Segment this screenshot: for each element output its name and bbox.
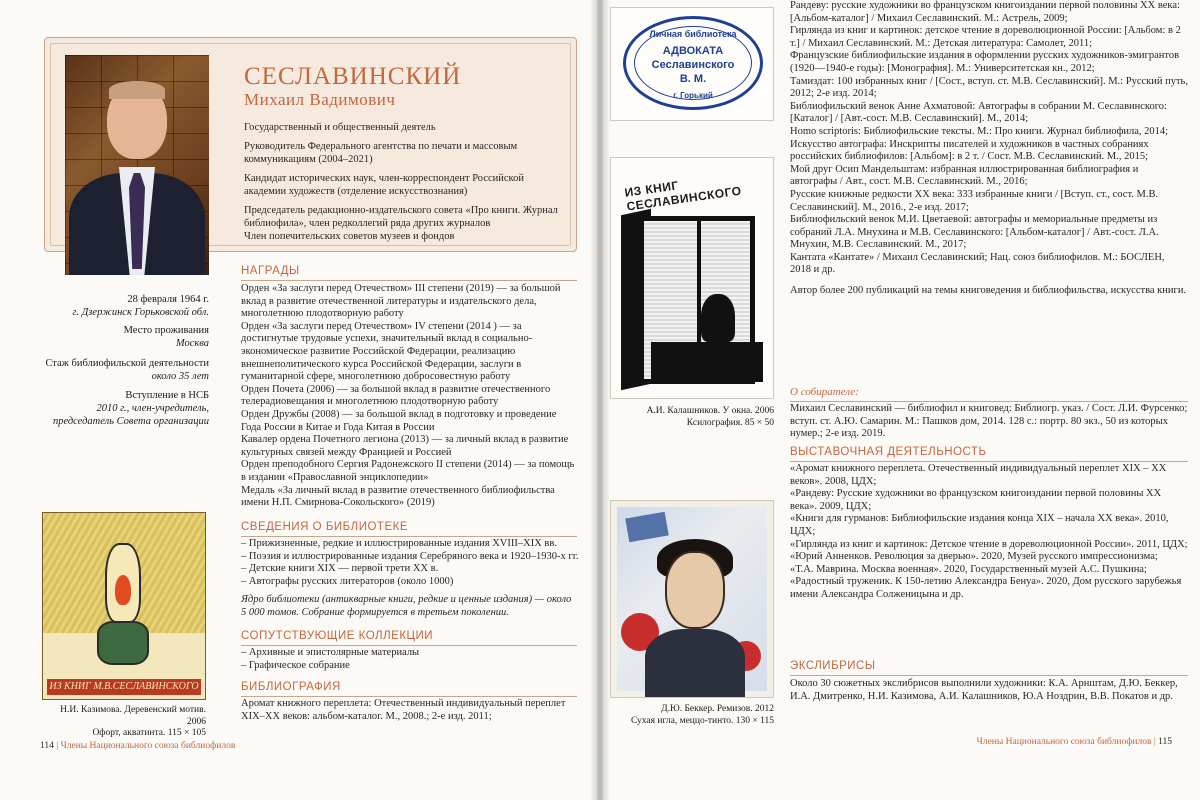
stamp-text: г. Горький: [673, 91, 713, 100]
birth-place: г. Дзержинск Горьковской обл.: [72, 307, 209, 318]
collector-title: О собирателе:: [790, 386, 859, 398]
exhibitions-list: [790, 463, 1188, 602]
exhibition-item: «Т.А. Маврина. Москва военная». 2020, Государственный музей А.С. Пушкина;: [790, 563, 1147, 575]
exhibition-item: «Юрий Анненков. Революция за дверью». 2020, Музей русского импрессионизма;: [790, 551, 1158, 563]
left-page: [0, 0, 597, 800]
exhibition-item: «Гирлянда из книг и картинок: Детское чтение в дореволюционной России». 2011, ЦДХ;: [790, 538, 1188, 550]
bibliography-item: Мой друг Осип Мандельштам: избранная иллюстрированная библиография и автографы / Авт., сост. М.В. Сеславинский. М., 2016;: [790, 163, 1139, 188]
collector-text: Михаил Сеславинский — библиофил и книговед: Библиогр. указ. / Сост. Л.И. Фурсенко; вступ. ст. А.Ю. Самарин. М.: Пашков дом, 2014. 128 с.: портр. 80 экз., 50 из которых нумер.; 2-е изд. 2019.: [790, 403, 1188, 440]
header-line: Член попечительских советов музеев и фондов: [244, 231, 455, 242]
library-item: – Поэзия и иллюстрированные издания Серебряного века и 1920–1930-х гг.: [241, 551, 579, 564]
section-divider: [241, 645, 577, 646]
residence-value: Москва: [175, 338, 209, 349]
author-note: Автор более 200 публикаций на темы книговедения и библиофильства, искусства книги.: [790, 285, 1187, 297]
library-item: – Автографы русских литераторов (около 1000): [241, 576, 579, 589]
collection-item: – Архивные и эпистолярные материалы: [241, 647, 579, 660]
exhibitions-title: ВЫСТАВОЧНАЯ ДЕЯТЕЛЬНОСТЬ: [790, 446, 987, 458]
section-divider: [241, 696, 577, 697]
bibliography-item: Французские библиофильские издания в оформлении русских художников-эмигрантов (1920—1940-е годы): [Монография]. М.: Университетская кн., 2012;: [790, 50, 1180, 74]
collection-item: – Графическое собрание: [241, 660, 579, 673]
bibliography-item: Гирлянда из книг и картинок: детское чтение в дореволюционной России: [Альбом: в 2 т.] / Михаил Сеславинский. М.: Детская литература: Самолет, 2011;: [790, 25, 1181, 49]
footer-right: Члены Национального союза библиофилов | 115: [976, 737, 1172, 747]
section-divider: [790, 401, 1188, 402]
nsb-value: 2010 г., член-учредитель, председатель Совета организации: [52, 403, 209, 427]
exhibition-item: «Радостный труженик. К 150-летию Александра Бенуа». 2020, Дом русского зарубежья имени Александра Солженицына и др.: [790, 576, 1182, 600]
section-divider: [241, 280, 577, 281]
exlibris-kalashnikov-image: [610, 157, 774, 399]
library-item: – Детские книги XIX — первой трети XX в.: [241, 563, 579, 576]
footer-left: 114 | Члены Национального союза библиофилов: [40, 741, 236, 751]
residence-label: Место проживания: [123, 325, 209, 336]
library-item: – Прижизненные, редкие и иллюстрированные издания XVIII–XIX вв.: [241, 538, 579, 551]
experience-label: Стаж библиофильской деятельности: [45, 358, 209, 369]
image-caption: [42, 705, 206, 740]
collections-title: СОПУТСТВУЮЩИЕ КОЛЛЕКЦИИ: [241, 630, 434, 642]
bibliography-item: Библиофильский венок М.И. Цветаевой: автографы и мемориальные предметы из собраний Л.А. Мнухина и М.В. Сеславинского: [Альбом-каталог] / Авт.-сост. Л.А. Мнухин, М.В. Сеславинский. М., 2017;: [790, 214, 1159, 251]
nsb-info: [39, 389, 209, 428]
library-stamp-image: [610, 7, 774, 121]
collections-list: [241, 647, 579, 672]
header-line: Руководитель Федерального агентства по печати и массовым коммуникациям (2004–2021): [244, 141, 518, 165]
exlibris-kazimova-image: [42, 512, 206, 700]
section-divider: [790, 675, 1188, 676]
bibliography-list: [790, 0, 1188, 298]
right-page: [603, 0, 1200, 800]
exhibition-item: «Книги для гурманов: Библиофильские издания конца XIX – начала XX века». 2010, ЦДХ;: [790, 513, 1169, 537]
book-spine-shadow: [590, 0, 610, 800]
bibliography-item: Аромат книжного переплета: Отечественный индивидуальный переплет XIX–XX веков: альбом-каталог. М., 2008.; 2-е изд. 2011;: [241, 698, 566, 722]
bibliography-item: Рандеву: русские художники во французском книгоиздании первой половины XX века: [Альбом-каталог] / Михаил Сеславинский. М.: Астрель, 2009;: [790, 0, 1180, 24]
stamp-text: Сеславинского: [651, 59, 735, 71]
stamp-text: Личная библиотека: [649, 29, 737, 39]
caption-line: Д.Ю. Беккер. Ремизов. 2012: [661, 704, 774, 714]
stamp-text: В. М.: [679, 73, 707, 85]
caption-line: А.И. Калашников. У окна. 2006: [646, 406, 774, 416]
exlibris-banner: ИЗ КНИГ М.В.СЕСЛАВИНСКОГО: [47, 679, 201, 695]
section-divider: [241, 536, 577, 537]
bibliography-item: Искусство автографа: Инскрипты писателей и художников в частных собраниях российских библиофилов: [Альбом]: в 2 т. / Сост. М.В. Сеславинский. М., 2015;: [790, 138, 1149, 163]
award-item: Орден «За заслуги перед Отечеством» III степени (2019) — за большой вклад в развитие отечественной литературы и издательского дела, многолетнюю плодотворную работу: [241, 283, 561, 320]
award-item: Орден «За заслуги перед Отечеством» IV степени (2014 ) — за достигнутые трудовые успехи, значительный вклад в социально-экономическое развитие Российской Федерации, реализацию внешнеполитического курса Российской Федерации, заслуги в гуманитарной сфере, многолетнюю добросовестную работу: [241, 320, 533, 383]
person-first-name: Михаил Вадимович: [244, 90, 396, 109]
header-line: Председатель редакционно-издательского совета «Про книги. Журнал библиофила», член редколлегий ряда других журналов: [244, 205, 558, 229]
bibliography-item: Homo scriptoris: Библиофильские тексты. М.: Про книги. Журнал библиофила, 2014;: [790, 125, 1169, 137]
bibliography-item: Русские книжные редкости XX века: 333 избранные книги / [Вступ. ст., сост. М.В. Сеславинский]. М., 2016., 2-е изд. 2017;: [790, 188, 1159, 213]
stamp-text: АДВОКАТА: [662, 45, 724, 57]
exlibris-bekker-image: [610, 500, 774, 698]
bibliography-item: Кантата «Кантате» / Михаил Сеславинский; Нац. союз библиофилов. М.: БОСЛЕН, 2018 и др.: [790, 251, 1165, 276]
awards-title: НАГРАДЫ: [241, 265, 300, 277]
library-note: Ядро библиотеки (антикварные книги, редкие и ценные издания) — около 5 000 томов. Собрание формируется в третьем поколении.: [241, 594, 572, 618]
birth-date: 28 февраля 1964 г.: [127, 294, 209, 305]
exlibris-title: ЭКСЛИБРИСЫ: [790, 660, 876, 672]
running-title: Члены Национального союза библиофилов: [60, 741, 236, 751]
image-caption: [610, 704, 774, 727]
page-number: 114: [40, 741, 54, 751]
award-item: Орден Почета (2006) — за большой вклад в развитие отечественного телерадиовещания и многолетнюю плодотворную работу: [241, 383, 551, 408]
award-item: Медаль «За личный вклад в развитие отечественного библиофильства имени Н.П. Смирнова-Сокольского» (2019): [241, 484, 555, 509]
bibliography-item: Библиофильский венок Анне Ахматовой: Автографы в собрании М. Сеславинского: [Каталог] / [Авт.-сост. М.В. Сеславинский]. М., 2014;: [790, 100, 1167, 125]
portrait-photo: [65, 55, 209, 275]
experience-info: [39, 357, 209, 383]
person-last-name: СЕСЛАВИНСКИЙ: [244, 63, 462, 90]
nsb-label: Вступление в НСБ: [125, 390, 209, 401]
bibliography-first: [241, 698, 579, 723]
award-item: Орден Дружбы (2008) — за большой вклад в подготовку и проведение Года России в Китае и Года Китая в России: [241, 408, 557, 433]
award-item: Кавалер ордена Почетного легиона (2013) — за личный вклад в развитие культурных связей между Францией и Россией: [241, 434, 569, 458]
section-divider: [790, 461, 1188, 462]
header-line: Государственный и общественный деятель: [244, 122, 436, 133]
birth-info: [39, 293, 209, 319]
exlibris-text: Около 30 сюжетных экслибрисов выполнили художники: К.А. Арнштам, Д.Ю. Беккер, И.А. Дмитренко, Н.И. Казимова, А.И. Калашников, Ю.А Ноздрин, В.В. Покатов и др.: [790, 678, 1178, 702]
experience-value: около 35 лет: [151, 371, 209, 382]
bibliography-item: Тамиздат: 100 избранных книг / [Сост., вступ. ст. М.В. Сеславинский]. М.: Русский путь, 2012; 2-е изд. 2014;: [790, 75, 1188, 100]
running-title: Члены Национального союза библиофилов: [976, 737, 1152, 747]
award-item: Орден преподобного Сергия Радонежского II степени (2014) — за помощь в издании «Православной энциклопедии»: [241, 459, 575, 483]
bibliography-title: БИБЛИОГРАФИЯ: [241, 681, 341, 693]
image-caption: [610, 406, 774, 429]
residence-info: [39, 324, 209, 350]
library-list: [241, 538, 579, 620]
page-number: 115: [1158, 737, 1172, 747]
exhibition-item: «Рандеву: Русские художники во французском книгоиздании первой половины XX века». 2009, ЦДХ;: [790, 488, 1162, 512]
exhibition-item: «Аромат книжного переплета. Отечественный индивидуальный переплет XIX – XX веков». 2008, ЦДХ;: [790, 463, 1167, 487]
caption-line: Сухая игла, меццо-тинто. 130 × 115: [630, 715, 774, 726]
caption-line: Офорт, акватинта. 115 × 105: [92, 728, 206, 738]
library-title: СВЕДЕНИЯ О БИБЛИОТЕКЕ: [241, 521, 408, 533]
header-line: Кандидат исторических наук, член-корреспондент Российской академии художеств (отделение искусствознания): [244, 173, 524, 197]
caption-line: Ксилография. 85 × 50: [686, 417, 774, 428]
exlibris-title: ИЗ КНИГ СЕСЛАВИНСКОГО: [623, 178, 743, 214]
caption-line: Н.И. Казимова. Деревенский мотив. 2006: [60, 705, 206, 727]
awards-list: [241, 283, 579, 510]
